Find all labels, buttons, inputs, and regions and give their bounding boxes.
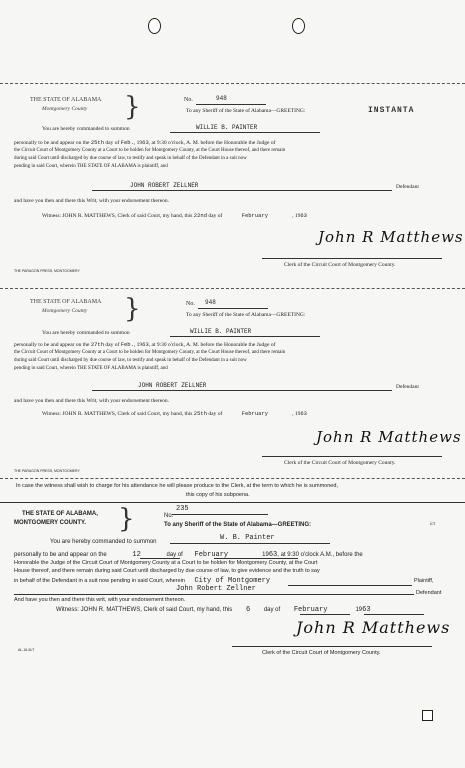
- plaintiff-label: Plaintiff,: [414, 578, 434, 584]
- appear-time: , at 9:30 o'clock A.M., before the: [277, 552, 363, 558]
- appear-text: in behalf of the Defendant in a suit now pending in said Court, wherein: [14, 578, 185, 584]
- rule: [232, 646, 432, 647]
- sheriff-greeting: To any Sheriff of the State of Alabama—GREETING:: [186, 312, 306, 318]
- appear-time: , at 9:30 o'clock, A. M. before the Honorable the Judge of: [148, 140, 276, 146]
- notice-line-2: this copy of his subpoena.: [186, 492, 250, 498]
- case-number-label: No.: [184, 97, 193, 103]
- witness-day: 25th: [193, 410, 207, 417]
- state-heading: THE STATE OF ALABAMA: [30, 299, 102, 305]
- appear-day-of: day of: [166, 552, 183, 558]
- sheriff-greeting: To any Sheriff of the State of Alabama—GREETING:: [164, 522, 312, 528]
- appear-month: Feb.: [120, 139, 134, 146]
- appear-line-1: [14, 139, 275, 146]
- rule: [364, 614, 424, 615]
- witness-text: Witness: JOHN R. MATTHEWS, Clerk of said Court, my hand, this: [42, 411, 193, 417]
- clerk-signature: John R Matthews: [318, 228, 464, 246]
- command-text: You are hereby commanded to summon: [42, 330, 130, 336]
- witness-day: 22nd: [193, 212, 207, 219]
- rule: [300, 614, 350, 615]
- corner-mark: [422, 710, 433, 721]
- sheriff-greeting: To any Sheriff of the State of Alabama—GREETING:: [186, 108, 306, 114]
- printer-mark: THE PARAGON PRESS, MONTGOMERY: [14, 469, 80, 473]
- appear-year: 63: [142, 139, 149, 146]
- witness-year: 63: [300, 410, 307, 417]
- appear-year: 63: [268, 551, 278, 559]
- witness-name: WILLIE B. PAINTER: [196, 124, 258, 131]
- appear-line-4: [14, 577, 270, 585]
- defendant-label: Defendant: [396, 184, 419, 190]
- witness-text: Witness: JOHN R. MATTHEWS, Clerk of said Court, my hand, this: [56, 607, 233, 613]
- county-heading: MONTGOMERY COUNTY.: [14, 520, 87, 526]
- witness-year: 63: [362, 606, 371, 614]
- rule: [198, 308, 268, 309]
- case-number: 948: [216, 95, 227, 102]
- rule: [172, 514, 268, 515]
- punch-hole-left: [148, 18, 161, 34]
- case-number: 235: [176, 505, 189, 513]
- rule: [140, 558, 180, 559]
- rule: [288, 585, 412, 586]
- case-number-label: No.: [186, 301, 195, 307]
- appear-day: 25th: [90, 139, 105, 146]
- witness-month: February: [241, 410, 269, 417]
- brace: }: [124, 92, 141, 122]
- tear-line: [0, 288, 465, 289]
- tear-line: [0, 83, 465, 84]
- witness-month: February: [293, 606, 328, 614]
- defendant-name: John Robert Zellner: [176, 585, 256, 593]
- appear-day-of: day of: [105, 342, 120, 348]
- county-heading: Montgomery County: [42, 106, 88, 112]
- rule: [170, 543, 330, 544]
- brace: }: [124, 294, 141, 324]
- appear-text: personally to be and appear on the: [14, 140, 90, 146]
- brace: }: [118, 504, 135, 534]
- witness-name: WILLIE B. PAINTER: [190, 328, 252, 335]
- instanter-stamp: INSTANTA: [368, 106, 415, 115]
- appear-line-4: pending in said Court, wherein THE STATE OF ALABAMA is plaintiff, and: [14, 366, 168, 371]
- command-text: You are hereby commanded to summon: [50, 539, 157, 545]
- return-text: And have you then and there this writ, with your endorsement thereon.: [14, 597, 186, 603]
- appear-day: 27th: [90, 341, 105, 348]
- appear-line-3: during said Court until discharged by due course of law, to testify and speak in behalf of the Defendant in a suit now: [14, 358, 247, 363]
- witness-month: February: [241, 212, 269, 219]
- appear-line-1: [14, 341, 275, 348]
- divider: [0, 502, 465, 503]
- appear-year-prefix: 19: [262, 552, 269, 558]
- defendant-name: JOHN ROBERT ZELLNER: [130, 182, 199, 189]
- appear-time: , at 9:30 o'clock, A. M. before the Honorable the Judge of: [148, 342, 276, 348]
- appear-line-1: [14, 551, 363, 559]
- appear-line-2: Honorable the Judge of the Circuit Court of Montgomery County at a Court to be holden for Montgomery County, at the Court: [14, 560, 318, 566]
- appear-text: personally to be and appear on the: [14, 552, 107, 558]
- return-text: and have you then and there this Writ, with your endorsement thereon.: [14, 398, 170, 404]
- rule: [92, 190, 392, 191]
- appear-line-2: the Circuit Court of Montgomery County at a Court to be holden for Montgomery County, at the Court House thereof, and there remain: [14, 350, 286, 355]
- rule: [14, 594, 414, 595]
- state-heading: THE STATE OF ALABAMA: [30, 97, 102, 103]
- witness-year-prefix: 19: [355, 607, 363, 613]
- rule: [170, 336, 320, 337]
- clerk-signature: John R Matthews: [316, 428, 462, 446]
- witness-year-prefix: , 19: [292, 411, 301, 417]
- witness-day-of: day of: [208, 411, 223, 417]
- margin-mark: ict: [430, 522, 435, 527]
- command-text: You are hereby commanded to summon: [42, 126, 130, 132]
- county-heading: Montgomery County: [42, 308, 88, 314]
- witness-year-prefix: , 19: [292, 213, 301, 219]
- plaintiff-name: City of Montgomery: [194, 577, 271, 585]
- appear-day: 12: [132, 551, 141, 559]
- printer-mark: THE PARAGON PRESS, MONTGOMERY: [14, 269, 80, 273]
- printer-mark: AL-16-5LT: [18, 648, 35, 652]
- case-number: 948: [205, 299, 216, 306]
- defendant-label: Defendant: [416, 590, 442, 596]
- appear-line-3: during said Court until discharged by due course of law, to testify and speak in behalf of the Defendant in a suit now: [14, 156, 247, 161]
- appear-year-prefix: , 19: [133, 140, 143, 146]
- witness-day-of: day of: [208, 213, 223, 219]
- witness-line: [42, 212, 307, 219]
- witness-year: 63: [300, 212, 307, 219]
- punch-hole-right: [292, 18, 305, 34]
- witness-text: Witness: JOHN R. MATTHEWS, Clerk of said Court, my hand, this: [42, 213, 193, 219]
- clerk-title: Clerk of the Circuit Court of Montgomery County.: [284, 460, 396, 466]
- witness-line: [42, 410, 307, 417]
- defendant-label: Defendant: [396, 384, 419, 390]
- defendant-name: JOHN ROBERT ZELLNER: [138, 382, 207, 389]
- witness-name: W. B. Painter: [220, 534, 275, 542]
- notice-line-1: In case the witness shall wish to charge for his attendance he will please produce to the Clerk, at the term to which he is summoned,: [16, 483, 338, 489]
- return-text: and have you then and there this Writ, with your endorsement thereon.: [14, 198, 170, 204]
- appear-month: Feb.: [120, 341, 134, 348]
- witness-day-of: day of: [263, 607, 281, 613]
- clerk-title: Clerk of the Circuit Court of Montgomery County.: [262, 650, 381, 656]
- appear-text: personally to be and appear on the: [14, 342, 90, 348]
- appear-line-4: pending in said Court, wherein THE STATE OF ALABAMA is plaintiff, and: [14, 164, 168, 169]
- tear-line: [0, 478, 465, 479]
- appear-month: February: [194, 551, 229, 559]
- clerk-title: Clerk of the Circuit Court of Montgomery County.: [284, 262, 396, 268]
- rule: [170, 132, 320, 133]
- appear-year: 63: [142, 341, 149, 348]
- appear-line-3: House thereof, and there remain during said Court until discharged by due course of law, to give evidence and the truth to say: [14, 568, 320, 574]
- rule: [196, 104, 266, 105]
- clerk-signature: John R Matthews: [296, 618, 451, 637]
- rule: [92, 390, 392, 391]
- witness-line: [56, 606, 371, 614]
- case-number-label: No.: [164, 513, 174, 519]
- appear-day-of: day of: [105, 140, 120, 146]
- rule: [214, 558, 298, 559]
- rule: [262, 456, 442, 457]
- appear-year-prefix: , 19: [133, 342, 143, 348]
- state-heading: THE STATE OF ALABAMA,: [22, 511, 98, 517]
- rule: [262, 258, 442, 259]
- appear-line-2: the Circuit Court of Montgomery County at a Court to be holden for Montgomery County, at the Court House thereof, and there remain: [14, 148, 286, 153]
- witness-day: 6: [245, 606, 251, 614]
